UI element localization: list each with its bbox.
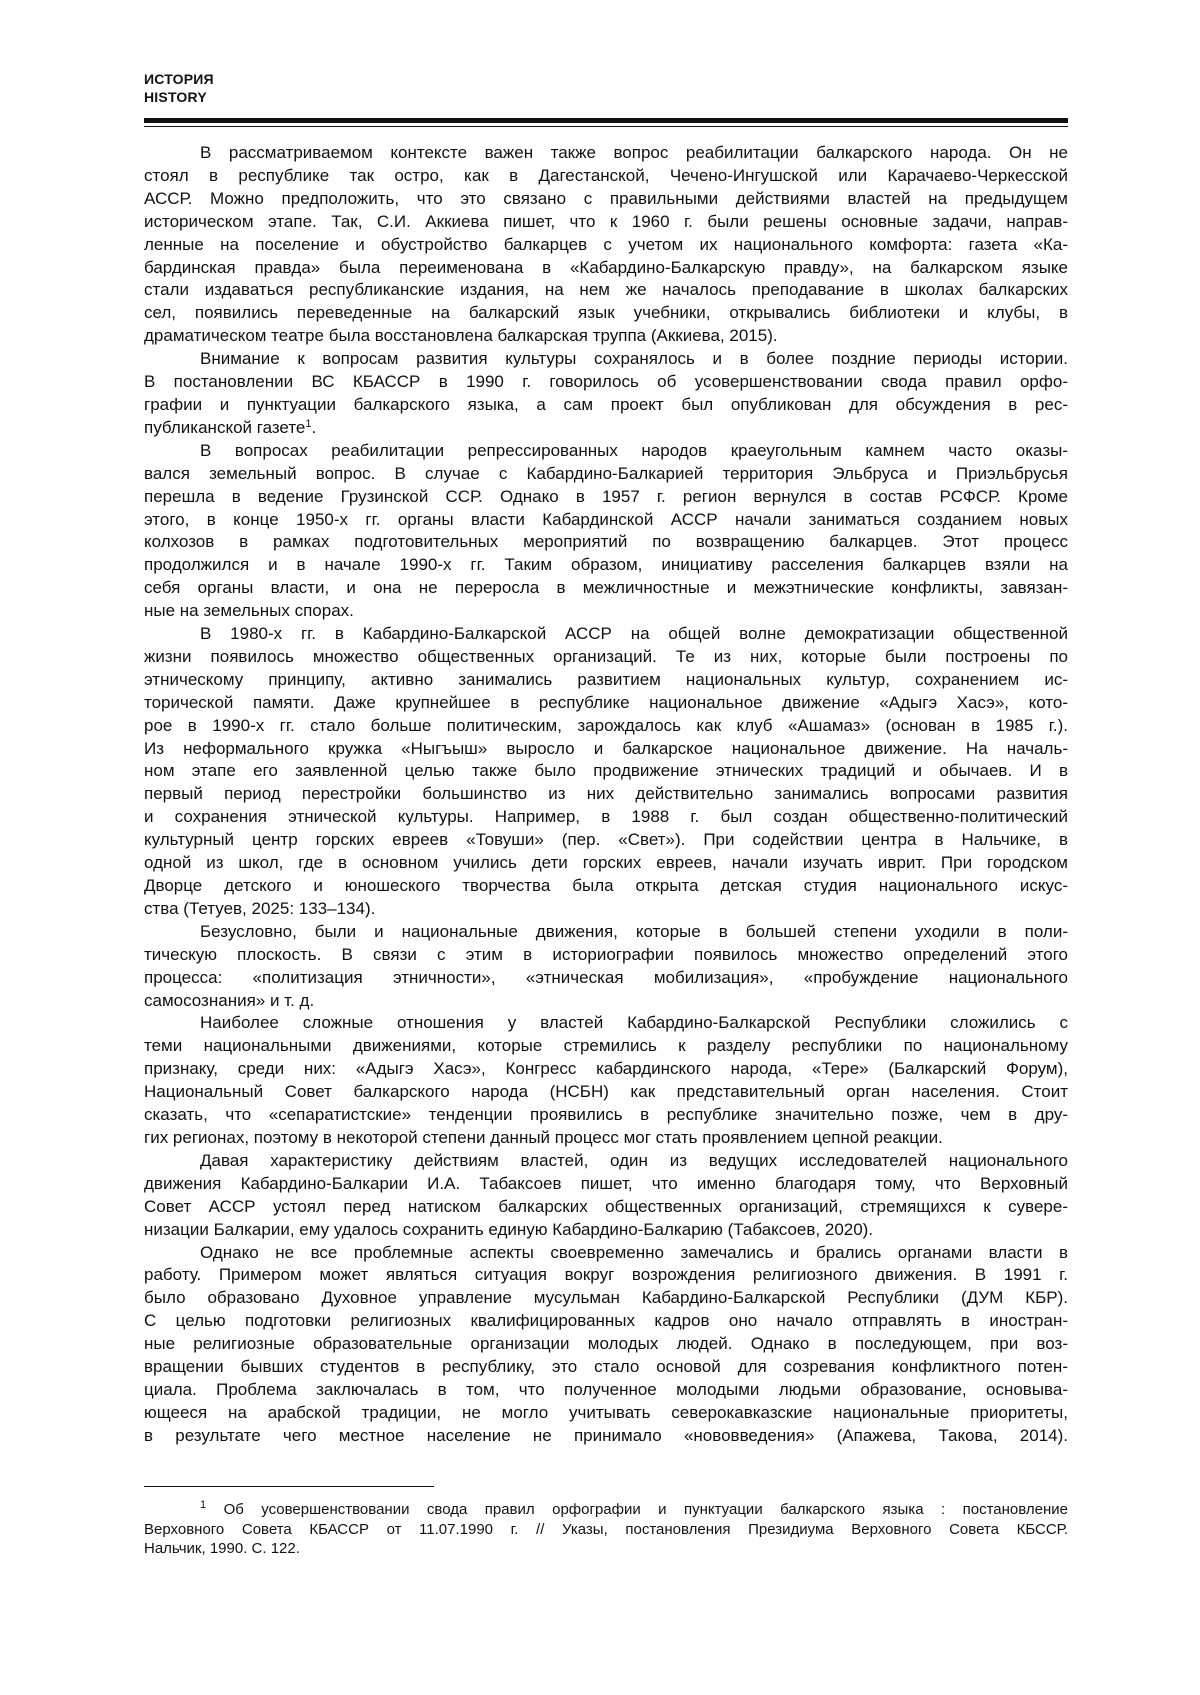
text-line: процесса: «политизация этничности», «этническая мобилизация», «пробуждение национального (144, 967, 1068, 987)
text-line: в результате чего местное население не принимало «нововведения» (Апажева, Такова, 2014). (144, 1425, 1068, 1445)
text-line: ные на земельных спорах. (144, 601, 354, 621)
paragraph-tabaksoev (144, 1150, 1068, 1242)
footnote-marker: 1 (200, 1499, 207, 1511)
paragraph-land-question (144, 440, 1068, 623)
text-line: первый период перестройки большинство из них действительно занимались вопросами развития (144, 784, 1068, 804)
text-line: себя органы власти, и она не переросла в межличностные и межэтнические конфликты, завязан- (144, 578, 1068, 598)
text-line: тическую плоскость. В связи с этим в историографии появилось множество определений этого (144, 944, 1068, 964)
text-line: Внимание к вопросам развития культуры сохранялось и в более поздние периоды истории. (200, 349, 1068, 369)
header-rule-thin (144, 126, 1068, 127)
text-line: ные религиозные образовательные организации молодых людей. Однако в последующем, при воз- (144, 1334, 1068, 1354)
text-line: вращении бывших студентов в республику, это стало основой для созревания конфликтного потен- (144, 1357, 1068, 1377)
text-line: С целью подготовки религиозных квалифицированных кадров оно начало отправлять в иностран- (144, 1311, 1068, 1331)
text-line: историческом этапе. Так, С.И. Аккиева пишет, что к 1960 г. были решены основные задачи, направ- (144, 211, 1068, 231)
section-title-ru: ИСТОРИЯ (144, 71, 214, 87)
text-line: ленные на поселение и обустройство балкарцев с учетом их национального комфорта: газета «Ка- (144, 234, 1068, 254)
text-line (144, 417, 1068, 440)
text-line: работу. Примером может являться ситуация вокруг возрождения религиозного движения. В 1991 г. (144, 1265, 1068, 1285)
article-body (144, 142, 1068, 1448)
paragraph-complex-relations (144, 1012, 1068, 1149)
text-line: ющееся на арабской традиции, не могло учитывать северокавказские национальные приоритеты, (144, 1402, 1068, 1422)
text-line: циала. Проблема заключалась в том, что полученное молодыми людьми образование, основыва- (144, 1379, 1068, 1399)
footnote (144, 1500, 1068, 1559)
paragraph-balkar-rehabilitation (144, 142, 1068, 348)
text-line: этническому принципу, активно занимались развитием национальных культур, сохранением ис- (144, 669, 1068, 689)
text-line: было образовано Духовное управление мусульман Кабардино-Балкарской Республики (ДУМ КБР). (144, 1288, 1068, 1308)
text-line: ном этапе его заявленной целью также было продвижение этнических традиций и обычаев. И в (144, 761, 1068, 781)
text-line: одной из школ, где в основном учились дети горских евреев, начали изучать иврит. При городском (144, 853, 1068, 873)
text-fragment: Об усовершенствовании свода правил орфографии и пунктуации балкарского языка : постановление (206, 1501, 1068, 1518)
text-fragment: . (311, 417, 317, 437)
text-line: торической памяти. Даже крупнейшее в республике национальное движение «Адыгэ Хасэ», кото- (144, 692, 1068, 712)
section-header (144, 70, 214, 106)
text-line: теми национальными движениями, которые стремились к разделу республики по национальному (144, 1036, 1068, 1056)
paragraph-political-movements (144, 921, 1068, 1013)
text-line: признаку, среди них: «Адыгэ Хасэ», Конгресс кабардинского народа, «Тере» (Балкарский Форум), (144, 1059, 1068, 1079)
text-line: низации Балкарии, ему удалось сохранить единую Кабардино-Балкарию (Табаксоев, 2020). (144, 1219, 874, 1239)
text-line: В 1980-х гг. в Кабардино-Балкарской АССР на общей волне демократизации общественной (200, 624, 1068, 644)
text-line: рое в 1990-х гг. стало больше политическим, зарождалось как клуб «Ашамаз» (основан в 1985 г.). (144, 715, 1068, 735)
text-line: Однако не все проблемные аспекты своевременно замечались и брались органами власти в (200, 1242, 1068, 1262)
text-line: Дворце детского и юношеского творчества была открыта детская студия национального искус- (144, 876, 1068, 895)
text-line: сказать, что «сепаратистские» тенденции проявились в республике значительно позже, чем в дру- (144, 1105, 1068, 1125)
text-line: Из неформального кружка «Ныгъыш» выросло и балкарское национальное движение. На началь- (144, 738, 1068, 758)
text-line: Наиболее сложные отношения у властей Кабардино-Балкарской Республики сложились с (200, 1013, 1068, 1033)
section-title-en: HISTORY (144, 89, 207, 105)
text-line: гих регионах, поэтому в некоторой степени данный процесс мог стать проявлением цепной реакции. (144, 1127, 943, 1147)
text-line: колхозов в рамках подготовительных мероприятий по возвращению балкарцев. Этот процесс (144, 532, 1068, 552)
text-line: АССР. Можно предположить, что это связано с правильными действиями властей на предыдущем (144, 188, 1068, 208)
text-line: Безусловно, были и национальные движения, которые в большей степени уходили в поли- (200, 921, 1068, 941)
text-line: стоял в республике так остро, как в Дагестанской, Чечено-Ингушской или Карачаево-Черкесской (144, 165, 1068, 185)
text-line: вался земельный вопрос. В случае с Кабардино-Балкарией территория Эльбруса и Приэльбрусья (144, 463, 1068, 483)
text-line: драматическом театре была восстановлена балкарская труппа (Аккиева, 2015). (144, 326, 778, 346)
text-line: В рассматриваемом контексте важен также вопрос реабилитации балкарского народа. Он не (200, 143, 1068, 162)
text-line: движения Кабардино-Балкарии И.А. Табаксоев пишет, что именно благодаря тому, что Верховный (144, 1173, 1068, 1193)
text-line: В вопросах реабилитации репрессированных народов краеугольным камнем часто оказы- (200, 440, 1068, 460)
text-line: Национальный Совет балкарского народа (НСБН) как представительный орган населения. Стоит (144, 1082, 1068, 1102)
footnote-ref[interactable]: 1 (305, 417, 312, 430)
footnote-line (144, 1500, 1068, 1520)
paragraph-public-organizations (144, 623, 1068, 921)
text-line: Давая характеристику действиям властей, один из ведущих исследователей национального (200, 1150, 1068, 1170)
text-line: бардинская правда» была переименована в «Кабардино-Балкарскую правду», на балкарском языке (144, 257, 1068, 277)
text-line: В постановлении ВС КБАССР в 1990 г. говорилось об усовершенствовании свода правил орфо- (144, 372, 1068, 392)
paragraph-religious-movement (144, 1242, 1068, 1448)
text-fragment: публиканской газете (144, 417, 306, 437)
text-line: стали издаваться республиканские издания, на нем же началось преподавание в школах балкарских (144, 280, 1068, 300)
text-line: и сохранения этнической культуры. Например, в 1988 г. был создан общественно-политический (144, 807, 1068, 827)
text-line: этого, в конце 1950-х гг. органы власти Кабардинской АССР начали заниматься созданием новых (144, 509, 1068, 529)
text-line: графии и пунктуации балкарского языка, а сам проект был опубликован для обсуждения в рес- (144, 394, 1068, 414)
text-line: ства (Тетуев, 2025: 133–134). (144, 898, 376, 918)
text-line: сел, появились переведенные на балкарский язык учебники, открывались библиотеки и клубы, в (144, 303, 1068, 323)
text-line: культурный центр горских евреев «Товуши» (пер. «Свет»). При содействии центра в Нальчике, в (144, 830, 1068, 850)
paragraph-culture-attention (144, 348, 1068, 440)
header-rule-thick (144, 118, 1068, 123)
text-line: самосознания» и т. д. (144, 990, 315, 1010)
footnote-line: Нальчик, 1990. С. 122. (144, 1540, 300, 1557)
text-line: Совет АССР устоял перед натиском балкарских общественных организаций, стремящихся к сувере- (144, 1196, 1068, 1216)
footnote-line: Верховного Совета КБАССР от 11.07.1990 г. // Указы, постановления Президиума Верховного Совета КБССР. (144, 1520, 1068, 1538)
text-line: продолжился и в начале 1990-х гг. Таким образом, инициативу расселения балкарцев взяли на (144, 555, 1068, 575)
footnote-divider (144, 1486, 434, 1487)
text-line: перешла в ведение Грузинской ССР. Однако в 1957 г. регион вернулся в состав РСФСР. Кроме (144, 486, 1068, 506)
text-line: жизни появилось множество общественных организаций. Те из них, которые были построены по (144, 646, 1068, 666)
